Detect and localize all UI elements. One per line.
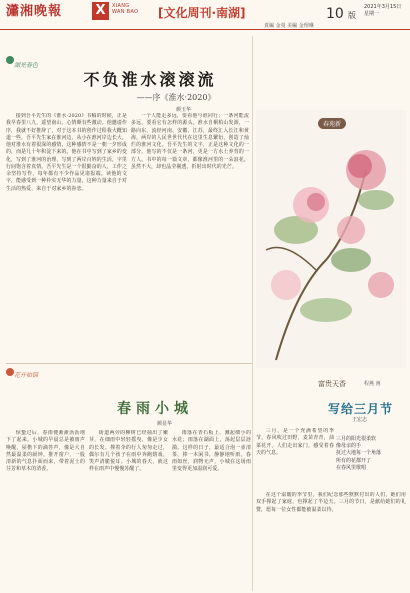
- column-badge-icon: [6, 368, 14, 376]
- masthead-logo: X: [92, 2, 109, 20]
- page-number-suffix: 版: [348, 11, 356, 20]
- article-body-column: 三月，是一个充满希望的季节。春风吹过田野，麦苗青青，油菜花开。人们走出家门，感受着春天的气息。: [256, 428, 334, 456]
- article-author: 颜显华: [157, 421, 173, 427]
- header-rule: [0, 29, 410, 30]
- article-subtitle: ——序《淮水·2020》: [136, 93, 216, 102]
- poem-block: 三月的阳光很柔软 像母亲的手 抚过大地每一个角落 所有的花都开了 在春风里歌唱: [336, 436, 382, 471]
- column-badge-icon: [6, 56, 14, 64]
- column-tag: 湖光春色: [14, 62, 39, 69]
- painting-artist: 程燕 画: [364, 381, 381, 387]
- painting-caption-badge: 春苑新: [318, 118, 346, 129]
- article-title: 不负淮水滚滚流: [83, 70, 217, 89]
- article-title: 春雨小城: [117, 401, 193, 417]
- flower-painting: [256, 110, 406, 368]
- painting-title: 富贵天香: [318, 380, 346, 388]
- page-number: 10: [326, 6, 344, 22]
- article-body-column: 惊蛰过后，春雨便淅淅沥沥地下了起来。小城的早晨总是被雨声唤醒，屋檐下的滴答声，像是大自然最温柔的闹钟。推开窗户，一股清新的气息扑面而来，带着泥土的芬芳和草木的清香。: [6, 430, 85, 473]
- masthead-pinyin: XIANG WAN BAO: [112, 3, 139, 15]
- section-divider: [6, 363, 252, 364]
- editors-line: 責編 金曼 美編 金理琳: [264, 23, 314, 29]
- column-tag: 花开如锦: [14, 372, 39, 379]
- masthead: 瀟湘晚報: [6, 4, 63, 19]
- article-body-column: 街道两旁的柳树已经抽出了嫩芽，在细雨中轻轻摇曳，像是少女的长发。撑着伞的行人匆匆走过，偶尔有几个孩子在雨中奔跑嬉戏，笑声清脆悦耳。小城的春天，就这样在雨声中慢慢苏醒了。: [89, 430, 168, 473]
- article-body-column: 一个人能走多远，要看他与谁同行；一条河能流多远，要看它有怎样的源头。淮水自桐柏山发源，一路向东，流经河南、安徽、江苏，最终汇入长江和黄海。两岸的人民世世代代在这里生息繁衍，创造了灿烂的淮河文化。吾平先生的文字，正是这种文化的一部分。他写的不仅是一条河，更是一方水土养育的一方人。书中的每一篇文章，都像淮河里的一朵浪花，虽然不大，却也晶莹剔透，折射出时代的光芒。: [131, 113, 249, 170]
- article-author: 王宏志: [352, 417, 368, 423]
- article-body-column: 在这个温暖的季节里，我们纪念那些默默付出的人们，她们用双手撑起了家庭，也撑起了半边天。三月的节日，是献给她们的礼赞，愿每一位女性都能被温柔以待。: [256, 492, 406, 513]
- article-body-column: 接到吾平先生的《淮水·2020》书稿的时候，正是我早春里八九，遥望南山，心情颇有些激动。他邀请作序，我就不好推辞了，对于这本书的创作过程我大概知道一些，吾平先生家在淮河边，从小在淮河岸边长大，他对淮水有着很深的感情，这种感情不是一朝一夕形成的，而是几十年积淀下来的。他在书中写到了家乡的变化，写到了淮河的治理，写到了两岸百姓的生活，字里行间饱含着真情。吾平先生是一个很勤奋的人，工作之余坚持写作，每年都有不少作品见诸报端。读他的文字，能感受到一种朴实无华的力量，这种力量来自于对生活的热爱，来自于对家乡的眷恋。: [6, 113, 127, 192]
- section-title: [文化周刊·南湖]: [158, 6, 246, 20]
- issue-date: 2021年3月15日 星期一: [364, 4, 402, 17]
- peony-painting-image: [256, 110, 406, 368]
- article-author: 颜玉华: [176, 107, 192, 113]
- column-divider: [252, 36, 253, 591]
- article-body-column: 雨落在青石板上，溅起细小的水花；雨落在湖面上，荡起层层涟漪。这样的日子，最适合泡一壶清茶，捧一本闲书，静静地听雨。春雨如丝，润物无声，小城在这场雨里变得更加温润可爱。: [172, 430, 251, 473]
- article-title: 写给三月节: [328, 402, 394, 416]
